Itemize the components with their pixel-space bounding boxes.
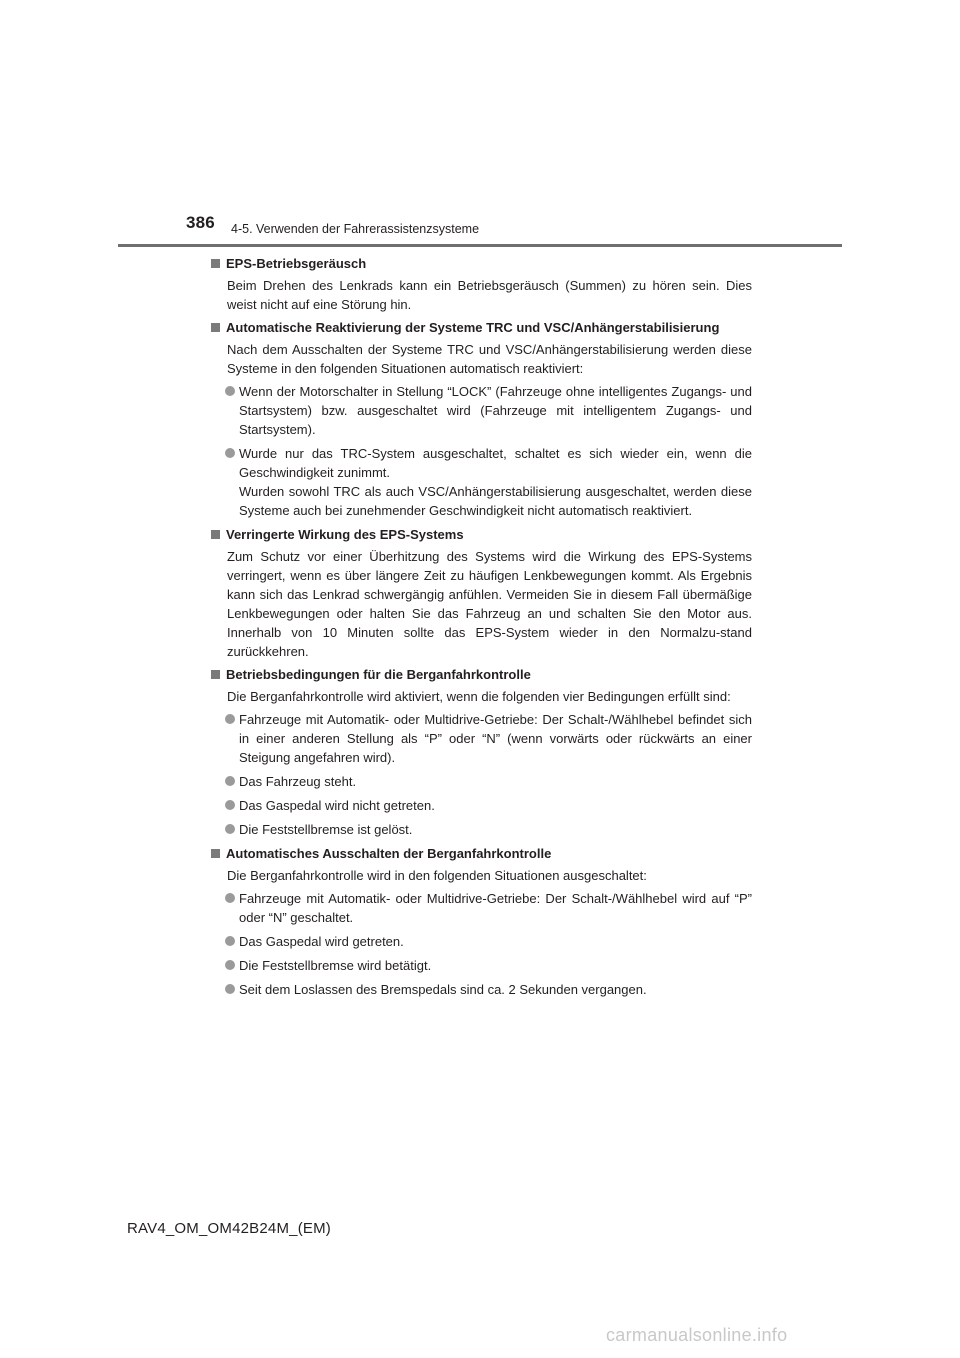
- list-item-text: Die Feststellbremse ist gelöst.: [239, 822, 413, 837]
- square-bullet-icon: [211, 670, 220, 679]
- list-item: [210, 772, 752, 791]
- paragraph-text: Zum Schutz vor einer Überhitzung des Systems wird die Wirkung des EPS-Systems verringert, wenn es über längere Zeit zu häufigen Lenkbewegungen kommt. Als Ergebnis kann sich das Lenkrad schwergängig anfühlen. Vermeiden Sie in diesem Fall übermäßige Lenkbewegungen oder halten Sie das Fahrzeug an und schalten Sie den Motor aus. Innerhalb von 10 Minuten sollte das EPS-System wieder in den Normalzu-stand zurückkehren.: [227, 549, 752, 659]
- circle-bullet-icon: [225, 776, 235, 786]
- section-paragraph: [210, 687, 752, 706]
- square-bullet-icon: [211, 259, 220, 268]
- section-heading-text: Verringerte Wirkung des EPS-Systems: [226, 527, 464, 542]
- circle-bullet-icon: [225, 936, 235, 946]
- circle-bullet-icon: [225, 448, 235, 458]
- list-item: [210, 820, 752, 839]
- section-hill-start-conditions: [210, 665, 752, 839]
- section-paragraph: [210, 276, 752, 314]
- section-eps-reduced: [210, 525, 752, 661]
- paragraph-text: Beim Drehen des Lenkrads kann ein Betriebsgeräusch (Summen) zu hören sein. Dies weist nicht auf eine Störung hin.: [227, 278, 752, 312]
- list-item: [210, 932, 752, 951]
- section-heading: [210, 665, 752, 684]
- section-heading-text: Automatische Reaktivierung der Systeme TRC und VSC/Anhängerstabilisierung: [226, 320, 720, 335]
- circle-bullet-icon: [225, 714, 235, 724]
- list-item: [210, 444, 752, 520]
- section-paragraph: [210, 866, 752, 885]
- list-item-text: Wurde nur das TRC-System ausgeschaltet, schaltet es sich wieder ein, wenn die Geschwindigkeit zunimmt.: [239, 446, 752, 480]
- page-content: [210, 254, 752, 1004]
- document-code: RAV4_OM_OM42B24M_(EM): [127, 1220, 331, 1237]
- paragraph-text: Nach dem Ausschalten der Systeme TRC und VSC/Anhängerstabilisierung werden diese Systeme in den folgenden Situationen automatisch reaktiviert:: [227, 342, 752, 376]
- section-heading: [210, 318, 752, 337]
- list-item: [210, 889, 752, 927]
- section-paragraph: [210, 340, 752, 378]
- square-bullet-icon: [211, 849, 220, 858]
- section-auto-reactivation: [210, 318, 752, 520]
- section-heading-text: Betriebsbedingungen für die Berganfahrkontrolle: [226, 667, 531, 682]
- list-item: [210, 796, 752, 815]
- list-item-extra-text: Wurden sowohl TRC als auch VSC/Anhängerstabilisierung ausgeschaltet, werden diese Systeme auch bei zunehmender Geschwindigkeit nicht automatisch reaktiviert.: [239, 484, 752, 518]
- section-title: 4-5. Verwenden der Fahrerassistenzsysteme: [231, 222, 480, 236]
- section-paragraph: [210, 547, 752, 661]
- list-item: [210, 956, 752, 975]
- list-item: [210, 980, 752, 999]
- circle-bullet-icon: [225, 984, 235, 994]
- list-item-text: Die Feststellbremse wird betätigt.: [239, 958, 432, 973]
- list-item-text: Das Gaspedal wird getreten.: [239, 934, 404, 949]
- square-bullet-icon: [211, 323, 220, 332]
- section-hill-start-off: [210, 844, 752, 999]
- section-heading: [210, 844, 752, 863]
- page-header: [0, 0, 960, 250]
- watermark: carmanualsonline.info: [606, 1325, 788, 1345]
- circle-bullet-icon: [225, 386, 235, 396]
- list-item-text: Fahrzeuge mit Automatik- oder Multidrive-Getriebe: Der Schalt-/Wählhebel befindet sich in einer anderen Stellung als “P” oder “N” (wenn vorwärts oder rückwärts an einer Steigung angefahren wird).: [239, 712, 752, 765]
- paragraph-text: Die Berganfahrkontrolle wird aktiviert, wenn die folgenden vier Bedingungen erfüllt sind:: [227, 689, 731, 704]
- section-heading-text: Automatisches Ausschalten der Berganfahrkontrolle: [226, 846, 552, 861]
- section-eps-noise: [210, 254, 752, 314]
- paragraph-text: Die Berganfahrkontrolle wird in den folgenden Situationen ausgeschaltet:: [227, 868, 647, 883]
- page-number: 386: [186, 213, 215, 232]
- list-item-text: Wenn der Motorschalter in Stellung “LOCK” (Fahrzeuge ohne intelligentes Zugangs- und Startsystem) bzw. ausgeschaltet wird (Fahrzeuge mit intelligentem Zugangs- und Startsystem).: [239, 384, 752, 437]
- circle-bullet-icon: [225, 960, 235, 970]
- list-item: [210, 710, 752, 767]
- section-heading: [210, 254, 752, 273]
- circle-bullet-icon: [225, 893, 235, 903]
- square-bullet-icon: [211, 530, 220, 539]
- section-heading: [210, 525, 752, 544]
- list-item-text: Fahrzeuge mit Automatik- oder Multidrive-Getriebe: Der Schalt-/Wählhebel wird auf “P” oder “N” geschaltet.: [239, 891, 752, 925]
- list-item: [210, 382, 752, 439]
- circle-bullet-icon: [225, 800, 235, 810]
- list-item-text: Das Gaspedal wird nicht getreten.: [239, 798, 435, 813]
- section-heading-text: EPS-Betriebsgeräusch: [226, 256, 367, 271]
- list-item-text: Seit dem Loslassen des Bremspedals sind ca. 2 Sekunden vergangen.: [239, 982, 647, 997]
- header-divider: [118, 244, 842, 247]
- list-item-text: Das Fahrzeug steht.: [239, 774, 357, 789]
- circle-bullet-icon: [225, 824, 235, 834]
